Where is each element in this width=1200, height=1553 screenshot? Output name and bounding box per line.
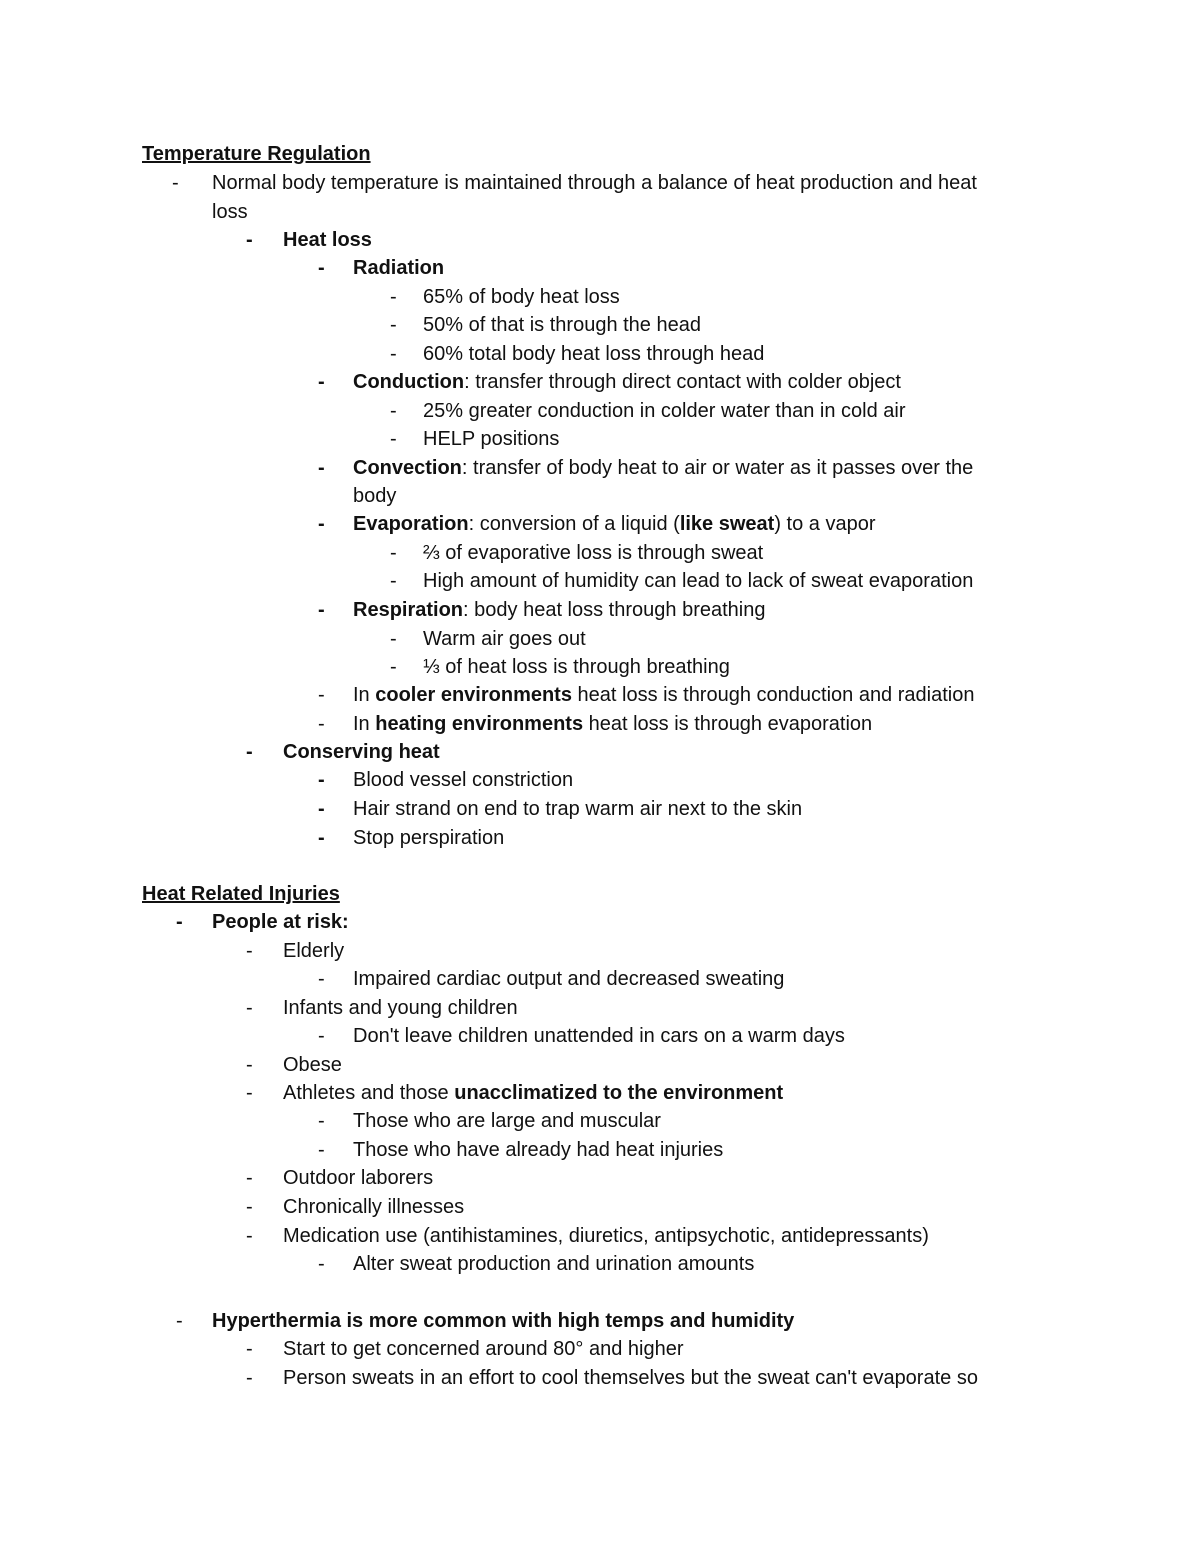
list-item-continuation: body	[353, 485, 397, 507]
section-title-temperature-regulation: Temperature Regulation	[142, 143, 371, 165]
evaporation-label: Evaporation	[353, 513, 469, 535]
respiration-label: Respiration	[353, 599, 464, 621]
respiration-desc: : body heat loss through breathing	[463, 599, 766, 621]
evaporation-desc-end: ) to a vapor	[774, 513, 876, 535]
section-title-heat-related-injuries: Heat Related Injuries	[142, 883, 340, 905]
convection-desc: : transfer of body heat to air or water as it passes over the	[461, 457, 974, 479]
evaporation-desc-bold: like sweat	[679, 513, 775, 535]
convection-label: Convection	[353, 457, 462, 479]
conduction-label: Conduction	[353, 371, 465, 393]
evaporation-desc: : conversion of a liquid (	[468, 513, 680, 535]
conduction-desc: : transfer through direct contact with colder object	[464, 371, 901, 393]
list-item-continuation: loss	[212, 201, 248, 223]
